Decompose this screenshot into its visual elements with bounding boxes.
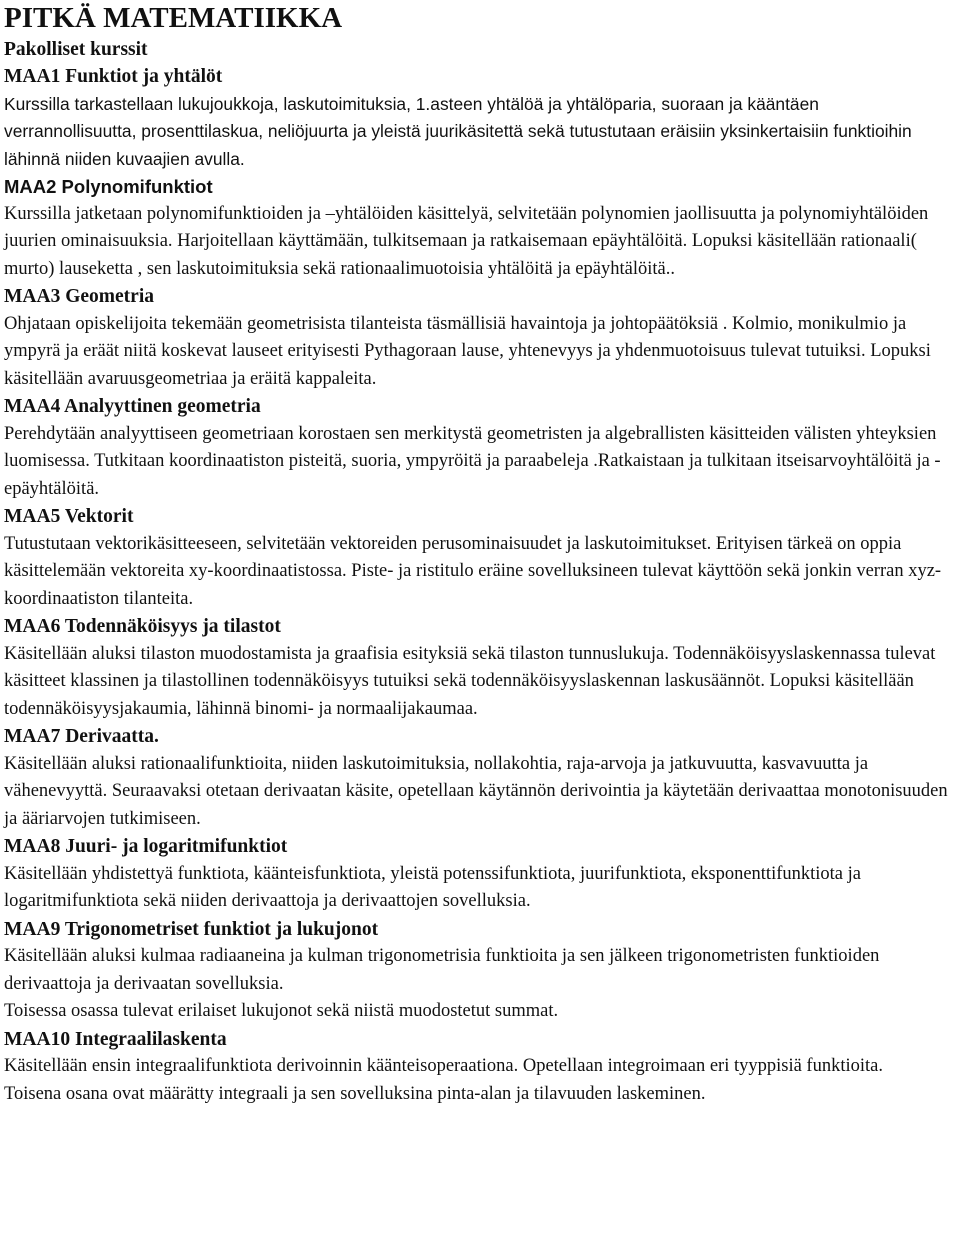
course-description: Perehdytään analyyttiseen geometriaan korostaen sen merkitystä geometristen ja algebrallisten käsitteiden välisten yhteyksien luomisessa. Tutkitaan koordinaatiston pisteitä, suoria, ympyröitä ja paraabeleja .Ratkaistaan ja tulkitaan itseisarvoyhtälöitä ja -epäyhtälöitä. (4, 423, 941, 499)
course-maa6 (4, 613, 954, 723)
course-maa3 (4, 283, 954, 393)
course-maa10 (4, 1026, 954, 1109)
course-maa4 (4, 393, 954, 503)
course-heading: MAA2 Polynomifunktiot (4, 176, 213, 197)
course-heading: MAA6 Todennäköisyys ja tilastot (4, 616, 281, 637)
course-heading: MAA9 Trigonometriset funktiot ja lukujonot (4, 918, 379, 940)
course-heading: MAA1 Funktiot ja yhtälöt (4, 66, 223, 87)
course-heading: MAA4 Analyyttinen geometria (4, 396, 261, 417)
course-description: Käsitellään aluksi tilaston muodostamista ja graafisia esityksiä sekä tilaston tunnuslukuja. Todennäköisyyslaskennassa tulevat käsitteet klassinen ja tilastollinen todennäköisyys tutuiksi sekä todennäköisyyslaskennan laskusäännöt. Lopuksi käsitellään todennäköisyysjakaumia, lähinnä binomi- ja normaalijakaumaa. (4, 643, 936, 719)
page-title: PITKÄ MATEMATIIKKA (4, 2, 343, 34)
course-heading: MAA10 Integraalilaskenta (4, 1028, 227, 1050)
course-description-continued: Toisena osana ovat määrätty integraali ja sen sovelluksina pinta-alan ja tilavuuden laskeminen. (4, 1083, 706, 1104)
course-description: Käsitellään yhdistettyä funktiota, käänteisfunktiota, yleistä potenssifunktiota, juurifunktiota, eksponenttifunktiota ja logaritmifunktiota sekä niiden derivaattoja ja derivaattojen sovelluksia. (4, 863, 861, 911)
course-maa8 (4, 833, 954, 916)
course-description: Kurssilla tarkastellaan lukujoukkoja, laskutoimituksia, 1.asteen yhtälöä ja yhtälöparia, suoraan ja kääntäen verrannollisuutta, prosenttilaskua, neliöjuurta ja yleistä juurikäsitettä sekä tutustutaan eräisiin yksinkertaisiin funktioihin lähinnä niiden kuvaajien avulla. (4, 93, 912, 169)
course-maa7 (4, 723, 954, 833)
course-heading: MAA8 Juuri- ja logaritmifunktiot (4, 836, 288, 857)
course-heading: MAA5 Vektorit (4, 506, 134, 527)
course-heading: MAA7 Derivaatta. (4, 726, 159, 747)
section-heading-mandatory-courses: Pakolliset kurssit (4, 39, 148, 60)
course-maa2 (4, 173, 954, 283)
course-description: Tutustutaan vektorikäsitteeseen, selvitetään vektoreiden perusominaisuudet ja laskutoimitukset. Erityisen tärkeä on oppia käsittelemään vektoreita xy-koordinaatistossa. Piste- ja ristitulo eräine sovelluksineen tulevat käyttöön sekä jonkin verran xyz-koordinaatiston tilanteita. (4, 533, 942, 609)
course-maa1 (4, 63, 954, 173)
course-heading: MAA3 Geometria (4, 286, 154, 307)
course-description: Käsitellään aluksi rationaalifunktioita, niiden laskutoimituksia, nollakohtia, raja-arvoja ja jatkuvuutta, kasvavuutta ja vähenevyyttä. Seuraavaksi otetaan derivaatan käsite, opetellaan käytännön derivointia ja käytetään derivaattaa monotonisuuden ja ääriarvojen tutkimiseen. (4, 753, 948, 829)
course-maa5 (4, 503, 954, 613)
course-description: Ohjataan opiskelijoita tekemään geometrisista tilanteista täsmällisiä havaintoja ja johtopäätöksiä . Kolmio, monikulmio ja ympyrä ja eräät niitä koskevat lauseet erityisesti Pythagoraan lause, yhtenevyys ja yhdenmuotoisuus tulevat tutuiksi. Lopuksi käsitellään avaruusgeometriaa ja eräitä kappaleita. (4, 313, 931, 389)
course-maa9 (4, 916, 954, 1026)
course-description: Käsitellään ensin integraalifunktiota derivoinnin käänteisoperaationa. Opetellaan integroimaan eri tyyppisiä funktioita. (4, 1056, 883, 1076)
course-description-continued: Toisessa osassa tulevat erilaiset lukujonot sekä niistä muodostetut summat. (4, 1001, 559, 1021)
course-description: Käsitellään aluksi kulmaa radiaaneina ja kulman trigonometrisia funktioita ja sen jälkeen trigonometristen funktioiden derivaattoja ja derivaatan sovelluksia. (4, 946, 880, 994)
course-description: Kurssilla jatketaan polynomifunktioiden ja –yhtälöiden käsittelyä, selvitetään polynomien jaollisuutta ja polynomiyhtälöiden juurien ominaisuuksia. Harjoitellaan käyttämään, tulkitsemaan ja ratkaisemaan epäyhtälöitä. Lopuksi käsitellään rationaali( murto) lauseketta , sen laskutoimituksia sekä rationaalimuotoisia yhtälöitä ja epäyhtälöitä.. (4, 203, 929, 279)
